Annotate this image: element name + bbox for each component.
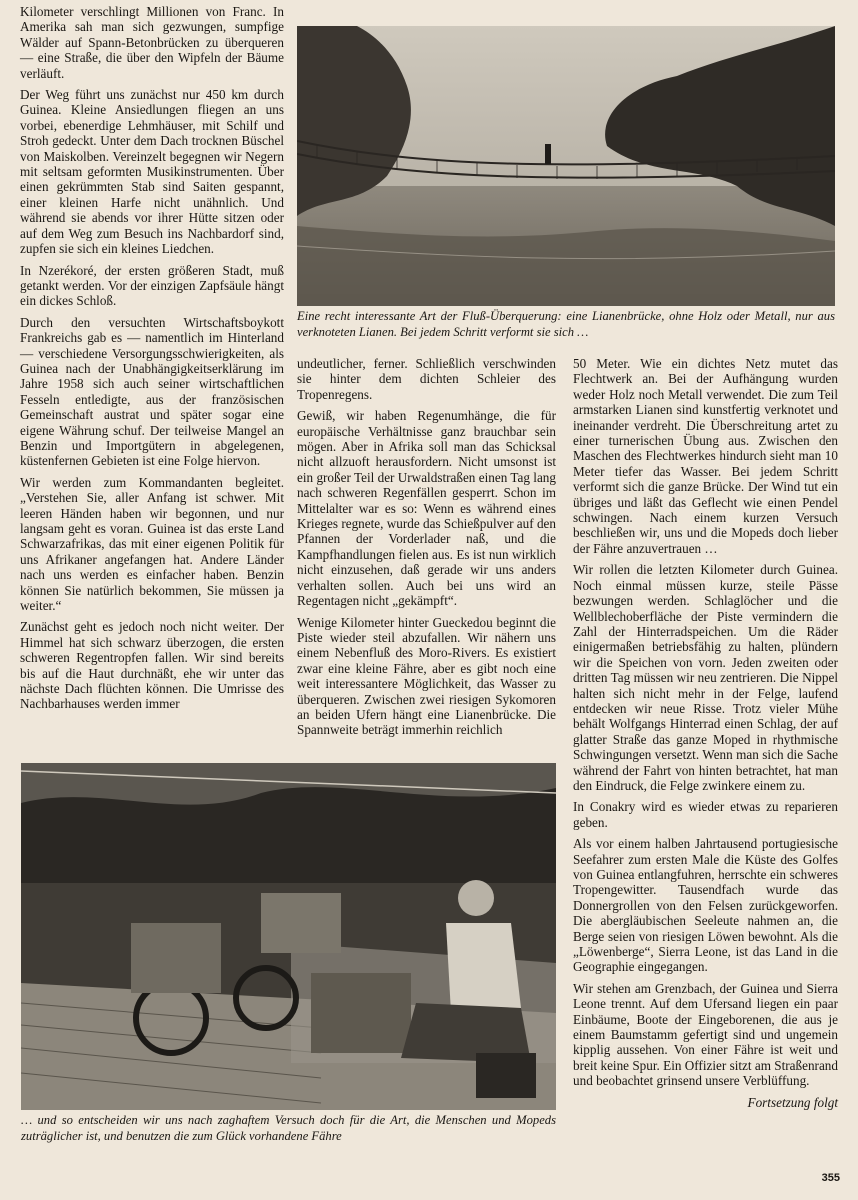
paragraph: Als vor einem halben Jahrtausend portugiesische Seefahrer zum ersten Male die Küste des Golfes von Guinea entlangfuhren, herrschte ein schweres Tropengewitter. Tausendfach wurde das Donnergrollen von den Felsen zurückgeworfen. Die abergläubischen Seeleute nahmen an, die Berge seien von riesigen Löwen bewohnt. Als die „Löwenberge“, Sierra Leone, ist das Land in die Geographie eingegangen. — [573, 836, 838, 975]
continued-note: Fortsetzung folgt — [747, 1094, 838, 1110]
paragraph: 50 Meter. Wie ein dichtes Netz mutet das Flechtwerk an. Bei der Aufhängung wurden weder Holz noch Metall verwendet. Die zum Teil armstarken Lianen sind kunstfertig verknotet und ineinander verdreht. Die Überschreitung artet zu einer turnerischen Übung aus. Zwischen den Maschen des Flechtwerkes hindurch sieht man 10 Meter tiefer das Wasser. Bei jedem Schritt verformt sich die ganze Brücke. Der Wind tut ein übriges und läßt das Geflecht wie einen Pendel schwingen. Nach einem kurzen Versuch beschließen wir, uns und die Mopeds doch lieber der Fähre anzuvertrauen … — [573, 356, 838, 556]
column-1 — [20, 4, 284, 744]
liana-bridge-photo — [297, 26, 835, 306]
bridge-image — [297, 26, 835, 306]
paragraph: Wir rollen die letzten Kilometer durch Guinea. Noch einmal müssen kurze, steile Pässe bezwungen werden. Schlaglöcher und die Wellblechoberfläche der Piste vermindern die Zahl der Hinterradspeichen. Um die Räder einigermaßen betriebsfähig zu halten, plündern wir die Speichen von vorn. Jeden zweiten oder dritten Tag müssen wir neu zentrieren. Die Nippel halten sich nicht mehr in der Felge, laufend entdecken wir neue Risse. Trotz vieler Mühe behält Wolfgangs Hinterrad einen Schlag, der auf glatter Straße das ganze Moped in rhythmische Schwingungen versetzt. Wenn man sich die Sache während der Fahrt von hinten betrachtet, hat man den Eindruck, die Felge zwinkere einem zu. — [573, 562, 838, 793]
ferry-image — [21, 763, 556, 1110]
page-number: 355 — [821, 1172, 840, 1184]
paragraph: Wir stehen am Grenzbach, der Guinea und Sierra Leone trennt. Auf dem Ufersand liegen ein paar Einbäume, Boote der Eingeborenen, die aus je einem Baumstamm gefertigt sind und ungemein kipplig aussehen. Von einer Fähre ist weit und breit keine Spur. Ein Offizier sitzt am Straßenrand und beobachtet grinsend unsere Verblüffung. — [573, 980, 838, 1089]
paragraph: undeutlicher, ferner. Schließlich verschwinden sie hinter dem dichten Schleier des Tropenregens. — [297, 356, 556, 402]
paragraph: Wenige Kilometer hinter Gueckedou beginnt die Piste wieder steil abzufallen. Wir nähern uns einem Nebenfluß des Moro-Rivers. Es existiert zwar eine kleine Fähre, aber es gibt noch eine weit interessantere Möglichkeit, das Wasser zu überqueren. Zwischen zwei riesigen Sykomoren an beiden Ufern hängt eine Lianenbrücke. Die Spannweite beträgt immerhin reichlich — [297, 614, 556, 738]
paragraph: Zunächst geht es jedoch noch nicht weiter. Der Himmel hat sich schwarz überzogen, die ersten schweren Regentropfen fallen. Wir sind bereits bis auf die Haut durchnäßt, ehe wir unter das nächste Dach flüchten können. Die Umrisse des Nachbarhauses werden immer — [20, 619, 284, 712]
column-3 — [573, 356, 838, 1156]
ferry-mopeds-photo — [21, 763, 556, 1110]
paragraph: Wir werden zum Kommandanten begleitet. „Verstehen Sie, aller Anfang ist schwer. Mit leeren Händen haben wir begonnen, und nur langsam geht es voran. Guinea ist das erste Land Schwarzafrikas, das mit einer eigenen Politik für uns Afrikaner angefangen hat. Andere Länder nach uns werden es einfacher haben. Benzin können Sie natürlich bekommen, Sie müssen ja weiter.“ — [20, 474, 284, 614]
paragraph: In Conakry wird es wieder etwas zu reparieren geben. — [573, 799, 838, 830]
paragraph: Gewiß, wir haben Regenumhänge, die für europäische Verhältnisse ganz brauchbar sein mögen. Aber in Afrika soll man das Schicksal nicht allzuoft herausfordern. Nicht umsonst ist ein großer Teil der Urwaldstraßen einen Tag lang nach schweren Regenfällen gesperrt. Schon im Mittelalter war es so: Wenn es während eines Krieges regnete, wurde das Schießpulver auf den Pfannen der Vorderlader naß, und die Kampfhandlungen fielen aus. Es ist nun wirklich nicht einzusehen, daß gerade wir uns anders verhalten sollen. Auch bei uns wird an Regentagen nicht „gekämpft“. — [297, 408, 556, 609]
paragraph: Kilometer verschlingt Millionen von Franc. In Amerika sah man sich gezwungen, sumpfige Wälder auf Spann-Betonbrücken zu überqueren — eine Straße, die über den Wipfeln der Bäume verläuft. — [20, 4, 284, 81]
paragraph: In Nzerékoré, der ersten größeren Stadt, muß getankt werden. Vor der einzigen Zapfsäule hängt ein dickes Schloß. — [20, 262, 284, 309]
paragraph: Der Weg führt uns zunächst nur 450 km durch Guinea. Kleine Ansiedlungen fliegen an uns vorbei, ebenerdige Lehmhäuser, mit Schilf und Stroh gedeckt. Unter dem Dach trocknen Büschel von Maiskolben. Vereinzelt begegnen wir Negern mit seltsam geformten Musikinstrumenten. Über einen gekrümmten Stab sind Saiten gespannt, einer kleinen Harfe nicht unähnlich. Und während sie abends vor ihrer Hütte sitzen oder auf dem Weg zum Besuch ins Nachbardorf sind, zupfen sie sich ein kleines Liedchen. — [20, 87, 284, 257]
column-2 — [297, 356, 556, 751]
paragraph: Durch den versuchten Wirtschaftsboykott Frankreichs gab es — namentlich im Hinterland — verschiedene Versorgungsschwierigkeiten, als Guinea nach der Unabhängigkeitserklärung im Jahre 1958 sich auch seiner wirtschaftlichen Fesseln entledigte, aus der französischen Gemeinschaft austrat und später sogar eine eigene Währung schuf. Der teilweise Mangel an Benzin und Importgütern in abgelegenen, küstenfernen Gebieten ist eine Folge hiervon. — [20, 314, 284, 469]
bottom-photo-caption: … und so entscheiden wir uns nach zaghaftem Versuch doch für die Art, die Menschen und Mopeds zuträglicher ist, und benutzen die zum Glück vorhandene Fähre — [21, 1113, 556, 1143]
top-photo-caption: Eine recht interessante Art der Fluß-Überquerung: eine Lianenbrücke, ohne Holz oder Metall, nur aus verknoteten Lianen. Bei jedem Schritt verformt sie sich … — [297, 309, 835, 339]
